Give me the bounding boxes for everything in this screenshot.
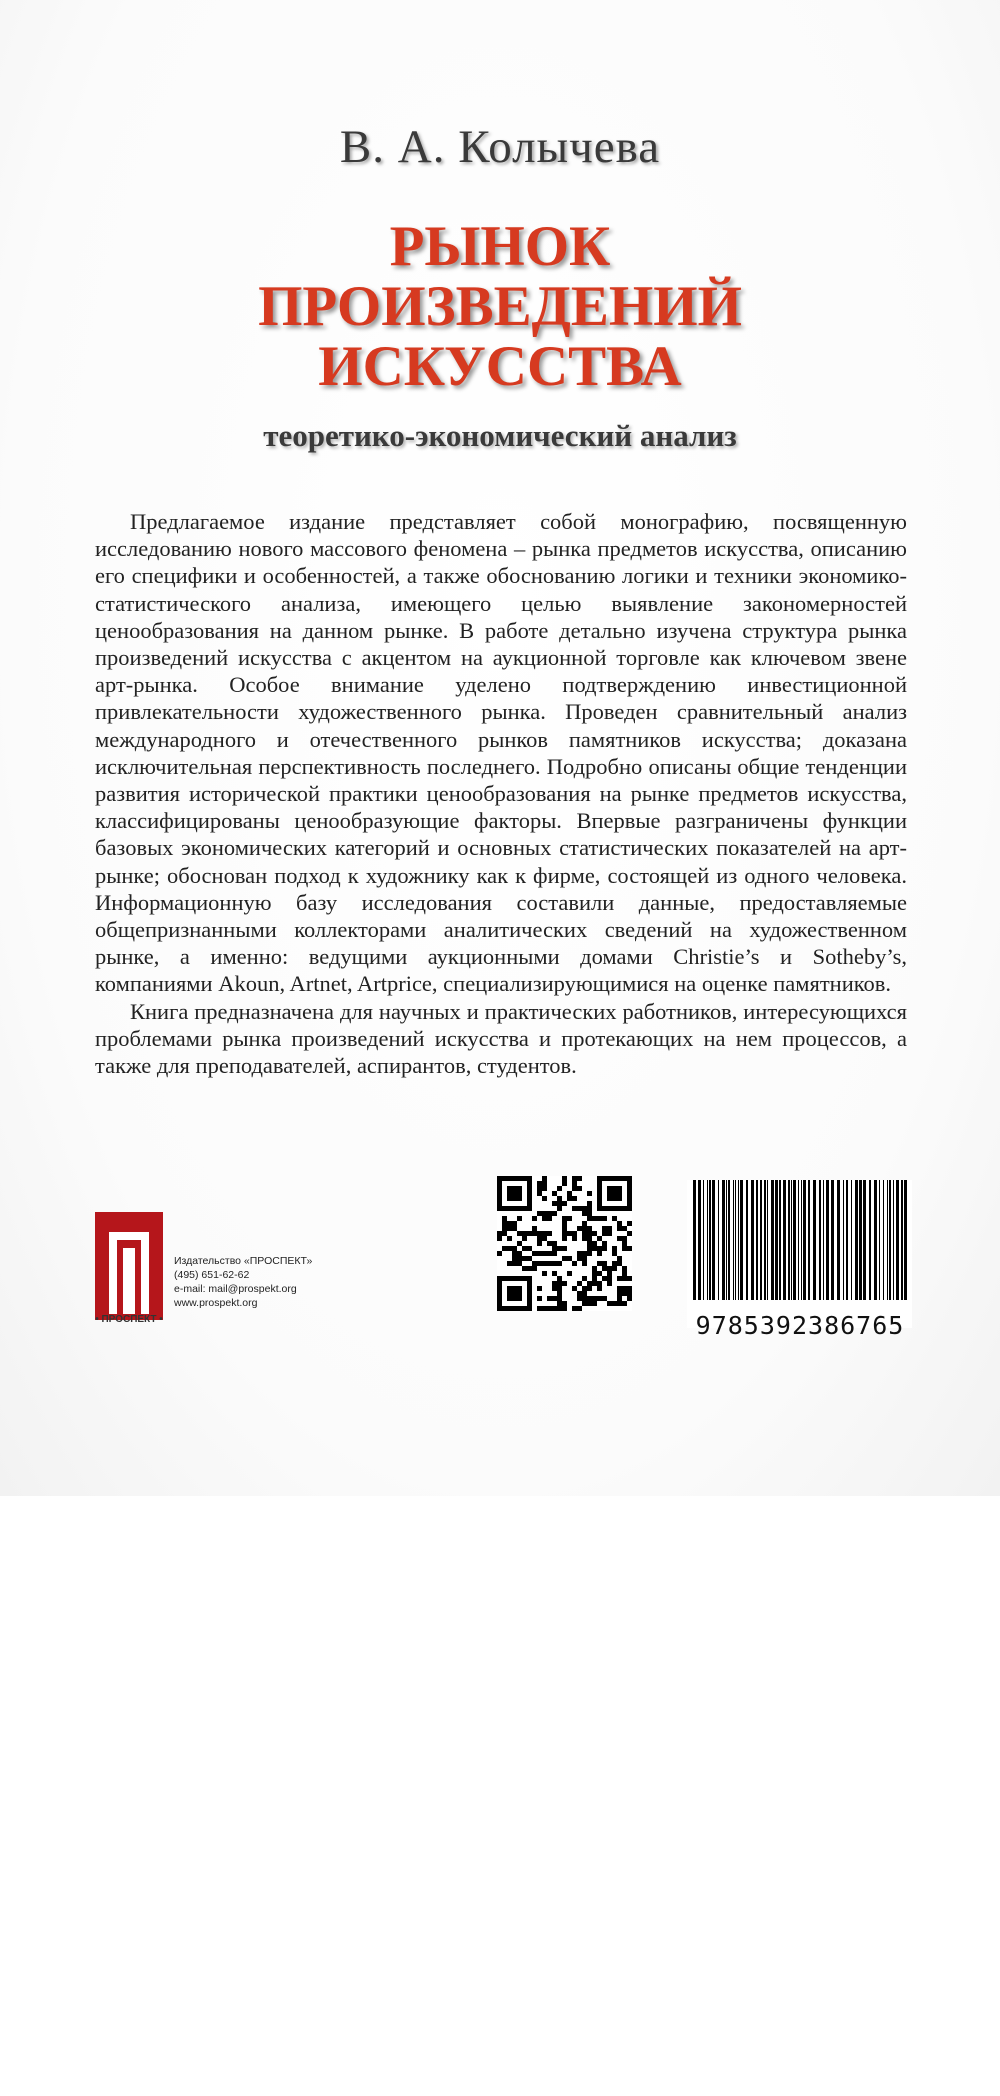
annotation-paragraph-2: Книга предназначена для научных и практических работников, интересующихся проблемами рынка произведений искусства и протекающих на нем процессов, а также для преподавателей, аспирантов, студентов. [95, 998, 907, 1079]
qr-code-icon [497, 1176, 632, 1311]
publisher-logo-label: • ПРОСПЕКТ • [95, 1314, 163, 1325]
barcode-icon [687, 1180, 912, 1328]
publisher-email: e-mail: mail@prospekt.org [174, 1283, 297, 1295]
publisher-logo-icon [95, 1212, 163, 1320]
isbn-number: 9785392386765 [695, 1311, 905, 1340]
book-title [0, 217, 1000, 397]
publisher-name: Издательство «ПРОСПЕКТ» [174, 1255, 313, 1267]
publisher-phone: (495) 651-62-62 [174, 1269, 250, 1281]
title-line-3: ИСКУССТВА [318, 335, 682, 398]
annotation-paragraph-1: Предлагаемое издание представляет собой монографию, посвященную исследованию нового массового феномена – рынка предметов искусства, описанию его специфики и особенностей, а также обоснованию логики и техники экономико-статистического анализа, имеющего целью выявление закономерностей ценообразования на данном рынке. В работе детально изучена структура рынка произведений искусства с акцентом на аукционной торговле как ключевом звене арт-рынка. Особое внимание уделено подтверждению инвестиционной привлекательности художественного рынка. Проведен сравнительный анализ международного и отечественного рынков памятников искусства; доказана исключительная перспективность последнего. Подробно описаны общие тенденции развития исторической практики ценообразования на рынке предметов искусства, классифицированы ценообразующие факторы. Впервые разграничены функции базовых экономических категорий и основных статистических показателей на арт-рынке; обоснован подход к художнику как к фирме, состоящей из одного человека. Информационную базу исследования составили данные, предоставляемые общепризнанными коллекторами аналитических сведений на художественном рынке, а именно: ведущими аукционными домами Christie’s и Sotheby’s, компаниями Akoun, Artnet, Artprice, специализирующимися на оценке памятников. [95, 509, 907, 997]
publisher-website: www.prospekt.org [174, 1297, 258, 1309]
title-line-1: РЫНОК [389, 215, 611, 278]
book-subtitle: теоретико-экономический анализ [263, 418, 737, 453]
publisher-info [174, 1254, 312, 1310]
author-name: В. А. Колычева [339, 121, 661, 173]
title-line-2: ПРОИЗВЕДЕНИЙ [258, 275, 742, 338]
